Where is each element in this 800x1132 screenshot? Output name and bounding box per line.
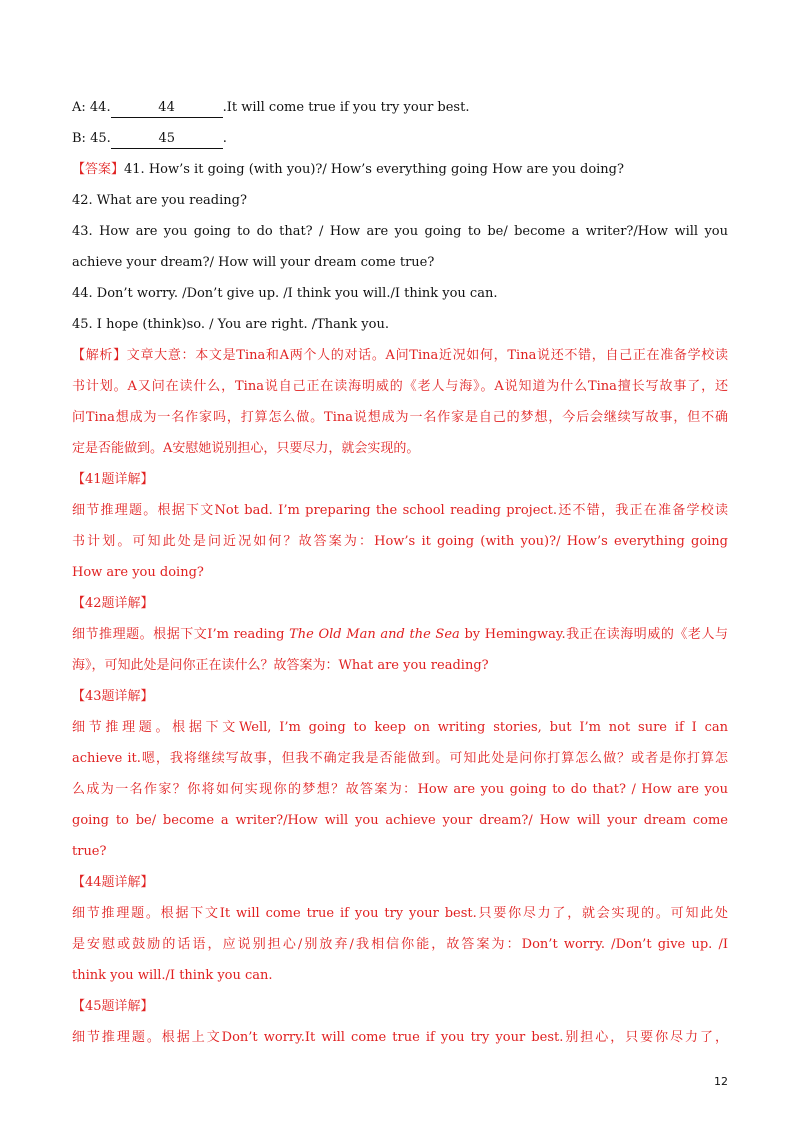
q42-heading: 【42题详解】 xyxy=(72,596,154,611)
analysis-line-2: 书计划。A又问在读什么，Tina说自己正在读海明威的《老人与海》。A说知道为什么Tina擅长写故事了，还 xyxy=(72,379,728,394)
q41-line-1: 细节推理题。根据下文Not bad. I’m preparing the school reading project.还不错，我正在准备学校读 xyxy=(72,503,728,518)
dialogue-line-a xyxy=(72,92,728,123)
analysis-text: 文章大意：本文是Tina和A两个人的对话。A问Tina近况如何，Tina说还不错，自己正在准备学校读 xyxy=(126,348,728,363)
q42-text-pre: 细节推理题。根据下文I’m reading xyxy=(72,627,290,642)
answer-line-42: 42. What are you reading? xyxy=(72,193,247,208)
answer-text: 41. How’s it going (with you)?/ How’s everything going How are you doing? xyxy=(124,162,624,177)
q41-heading: 【41题详解】 xyxy=(72,472,154,487)
q44-line-2: 是安慰或鼓励的话语，应说别担心/别放弃/我相信你能，故答案为：Don’t worry. /Don’t give up. /I xyxy=(72,937,728,952)
q43-line-3: 么成为一名作家？你将如何实现你的梦想？故答案为：How are you going to do that? / How are you xyxy=(72,782,728,797)
answer-line-41 xyxy=(72,154,728,185)
answer-line-43b: achieve your dream?/ How will your dream come true? xyxy=(72,255,435,270)
q45-line-1: 细节推理题。根据上文Don’t worry.It will come true if you try your best.别担心，只要你尽力了， xyxy=(72,1030,728,1045)
blank-45: 45 xyxy=(111,130,223,149)
q42-text-post: by Hemingway.我正在读海明威的《老人与 xyxy=(459,627,728,642)
blank-44: 44 xyxy=(111,99,223,118)
answer-line-44: 44. Don’t worry. /Don’t give up. /I think you will./I think you can. xyxy=(72,286,498,301)
q41-line-3: How are you doing? xyxy=(72,565,204,580)
q43-line-5: true? xyxy=(72,844,107,859)
answer-line-45: 45. I hope (think)so. / You are right. /Thank you. xyxy=(72,317,389,332)
q41-line-2: 书计划。可知此处是问近况如何？故答案为：How’s it going (with you)?/ How’s everything going xyxy=(72,534,728,549)
q42-line-1 xyxy=(72,619,728,650)
line-prefix: B: 45. xyxy=(72,131,111,146)
q43-line-1: 细节推理题。根据下文Well, I’m going to keep on writing stories, but I’m not sure if I can xyxy=(72,720,728,735)
line-suffix: . xyxy=(222,131,227,146)
book-title: The Old Man and the Sea xyxy=(289,627,460,642)
analysis-line-1 xyxy=(72,340,728,371)
answer-line-43a: 43. How are you going to do that? / How are you going to be/ become a writer?/How will you xyxy=(72,224,728,239)
page-number: 12 xyxy=(714,1075,728,1088)
q43-line-2: achieve it.嗯，我将继续写故事，但我不确定我是否能做到。可知此处是问你打算怎么做？或者是你打算怎 xyxy=(72,751,728,766)
analysis-line-3: 问Tina想成为一名作家吗，打算怎么做。Tina说想成为一名作家是自己的梦想，今后会继续写故事，但不确 xyxy=(72,410,728,425)
q44-heading: 【44题详解】 xyxy=(72,875,154,890)
line-prefix: A: 44. xyxy=(72,100,111,115)
analysis-line-4: 定是否能做到。A安慰她说别担心，只要尽力，就会实现的。 xyxy=(72,441,420,456)
q42-line-2: 海》，可知此处是问你正在读什么？故答案为：What are you reading? xyxy=(72,658,489,673)
q44-line-3: think you will./I think you can. xyxy=(72,968,273,983)
analysis-label: 【解析】 xyxy=(72,348,127,363)
q44-line-1: 细节推理题。根据下文It will come true if you try your best.只要你尽力了，就会实现的。可知此处 xyxy=(72,906,728,921)
line-suffix: .It will come true if you try your best. xyxy=(222,100,470,115)
q43-heading: 【43题详解】 xyxy=(72,689,154,704)
q43-line-4: going to be/ become a writer?/How will you achieve your dream?/ How will your dream come xyxy=(72,813,728,828)
answer-label: 【答案】 xyxy=(72,162,125,177)
document-body xyxy=(72,92,728,1053)
q45-heading: 【45题详解】 xyxy=(72,999,154,1014)
dialogue-line-b xyxy=(72,123,728,154)
